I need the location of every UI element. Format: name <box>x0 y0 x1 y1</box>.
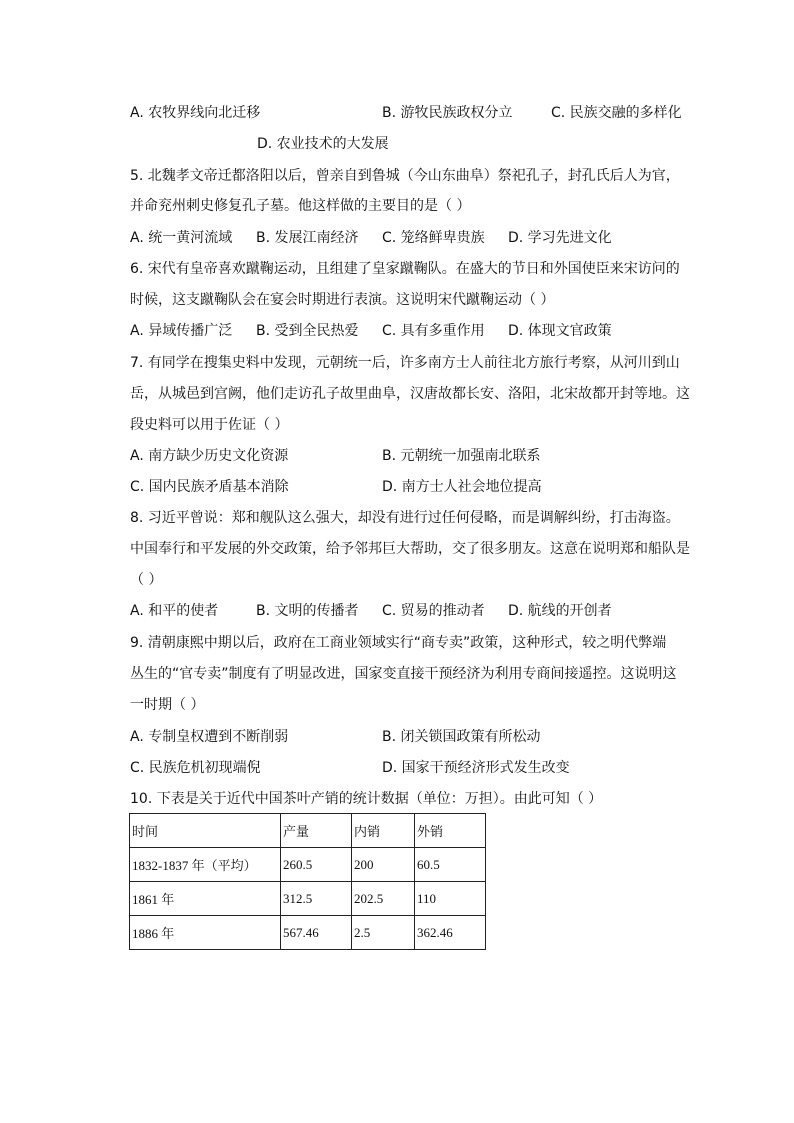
q6-stem-line-2: 时候，这支蹴鞠队会在宴会时期进行表演。这说明宋代蹴鞠运动（ ） <box>130 292 555 308</box>
q7-stem-line-2: 岳，从城邑到宫阙，他们走访孔子故里曲阜，汉唐故都长安、洛阳，北宋故都开封等地。这 <box>130 386 690 402</box>
q9-option-c: C. 民族危机初现端倪 <box>130 760 261 776</box>
q4-option-b: B. 游牧民族政权分立 <box>382 105 513 121</box>
q5-option-d: D. 学习先进文化 <box>508 230 612 246</box>
q5-stem-line-2: 并命兖州刺史修复孔子墓。他这样做的主要目的是（ ） <box>130 198 471 214</box>
table-cell: 1861 年 <box>130 882 281 916</box>
q4-option-a: A. 农牧界线向北迁移 <box>130 105 261 121</box>
q7-stem-line-3: 段史料可以用于佐证（ ） <box>130 417 289 433</box>
q8-option-c: C. 贸易的推动者 <box>382 603 485 619</box>
table-cell: 200 <box>352 848 415 882</box>
q9-option-a: A. 专制皇权遭到不断削弱 <box>130 729 289 745</box>
q7-option-b: B. 元朝统一加强南北联系 <box>382 448 541 464</box>
table-header-cell: 时间 <box>130 814 281 848</box>
table-cell: 60.5 <box>415 848 486 882</box>
table-header-row <box>130 814 486 848</box>
q9-option-d: D. 国家干预经济形式发生改变 <box>382 760 570 776</box>
table-cell: 202.5 <box>352 882 415 916</box>
q9-stem-line-1: 9. 清朝康熙中期以后，政府在工商业领域实行“商专卖”政策，这种形式，较之明代弊端 <box>130 635 667 651</box>
table-row <box>130 916 486 950</box>
table-cell: 110 <box>415 882 486 916</box>
q4-option-d: D. 农业技术的大发展 <box>257 136 389 152</box>
q8-stem-line-2: 中国奉行和平发展的外交政策，给予邻邦巨大帮助，交了很多朋友。这意在说明郑和船队是 <box>130 541 690 557</box>
q7-option-c: C. 国内民族矛盾基本消除 <box>130 479 289 495</box>
table-cell: 567.46 <box>281 916 352 950</box>
q8-stem-line-1: 8. 习近平曾说：郑和舰队这么强大，却没有进行过任何侵略，而是调解纠纷，打击海盗。 <box>130 510 680 526</box>
q10-stem-line-1: 10. 下表是关于近代中国茶叶产销的统计数据（单位：万担）。由此可知（ ） <box>130 791 603 807</box>
q6-option-a: A. 异域传播广泛 <box>130 323 233 339</box>
q9-stem-line-3: 一时期（ ） <box>130 697 205 713</box>
q7-stem-line-1: 7. 有同学在搜集史料中发现，元朝统一后，许多南方士人前往北方旅行考察，从河川到山 <box>130 355 680 371</box>
q5-stem-line-1: 5. 北魏孝文帝迁都洛阳以后，曾亲自到鲁城（今山东曲阜）祭祀孔子，封孔氏后人为官， <box>130 168 680 184</box>
q5-option-c: C. 笼络鲜卑贵族 <box>382 230 485 246</box>
q6-option-b: B. 受到全民热爱 <box>256 323 359 339</box>
q8-option-b: B. 文明的传播者 <box>256 603 359 619</box>
table-header-cell: 外销 <box>415 814 486 848</box>
table-cell: 362.46 <box>415 916 486 950</box>
q5-option-b: B. 发展江南经济 <box>256 230 359 246</box>
q5-option-a: A. 统一黄河流域 <box>130 230 233 246</box>
q9-option-b: B. 闭关锁国政策有所松动 <box>382 729 541 745</box>
q6-option-d: D. 体现文官政策 <box>508 323 612 339</box>
q6-option-c: C. 具有多重作用 <box>382 323 485 339</box>
table-header-cell: 产量 <box>281 814 352 848</box>
tea-statistics-table <box>129 813 486 950</box>
table-cell: 1886 年 <box>130 916 281 950</box>
q8-option-d: D. 航线的开创者 <box>508 603 612 619</box>
q7-option-a: A. 南方缺少历史文化资源 <box>130 448 289 464</box>
table-cell: 1832-1837 年（平均） <box>130 848 281 882</box>
q9-stem-line-2: 丛生的“官专卖”制度有了明显改进，国家变直接干预经济为利用专商间接遥控。这说明这 <box>130 666 677 682</box>
q4-option-c: C. 民族交融的多样化 <box>551 105 682 121</box>
table-cell: 312.5 <box>281 882 352 916</box>
q8-stem-line-3: （ ） <box>130 572 163 588</box>
table-cell: 2.5 <box>352 916 415 950</box>
q8-option-a: A. 和平的使者 <box>130 603 219 619</box>
table-row <box>130 882 486 916</box>
table-row <box>130 848 486 882</box>
q6-stem-line-1: 6. 宋代有皇帝喜欢蹴鞠运动，且组建了皇家蹴鞠队。在盛大的节日和外国使臣来宋访问的 <box>130 261 680 277</box>
table-header-cell: 内销 <box>352 814 415 848</box>
table-cell: 260.5 <box>281 848 352 882</box>
q7-option-d: D. 南方士人社会地位提高 <box>382 479 542 495</box>
